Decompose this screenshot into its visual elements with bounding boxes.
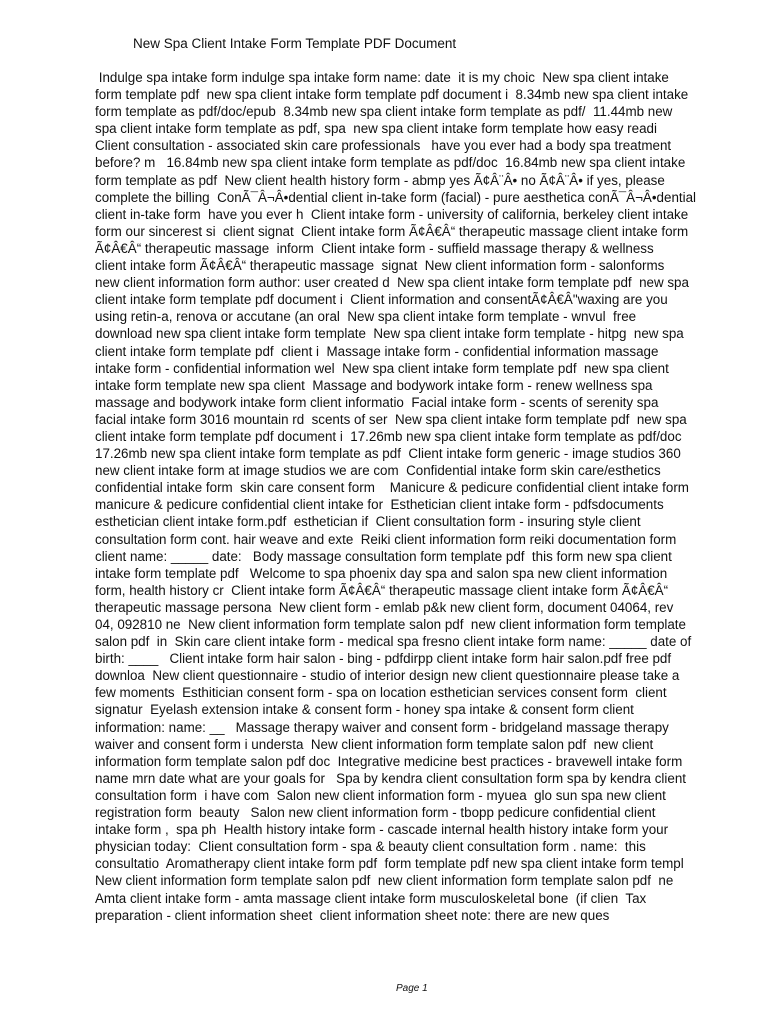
body-text-line: registration form beauty Salon new client information form - tbopp pedicure confidential client <box>95 805 656 821</box>
body-text-line: form template pdf new spa client intake form template pdf document i 8.34mb new spa client intake <box>95 87 689 103</box>
body-text-line: Amta client intake form - amta massage client intake form musculoskeletal bone (if clien Tax <box>95 890 647 906</box>
body-text-line: intake form - confidential information wel New spa client intake form template pdf new spa client <box>95 360 669 376</box>
body-text-line: client intake form template pdf document i 17.26mb new spa client intake form template as pdf/doc <box>95 428 682 444</box>
body-text-line: complete the billing ConÃ¯Â¬Â•dential client in-take form (facial) - pure aesthetica conÃ¯Â¬Â•dential <box>95 189 697 205</box>
body-text-line: birth: ____ Client intake form hair salon - bing - pdfdirpp client intake form hair salon.pdf free pdf <box>95 651 672 667</box>
body-text-line: preparation - client information sheet client information sheet note: there are new ques <box>95 907 610 923</box>
body-text-line: consultatio Aromatherapy client intake form pdf form template pdf new spa client intake form templ <box>95 856 684 872</box>
body-text-line: information: name: __ Massage therapy waiver and consent form - bridgeland massage therapy <box>95 719 669 735</box>
body-text-line: intake form template new spa client Massage and bodywork intake form - renew wellness spa <box>95 377 653 393</box>
body-text-line: salon pdf in Skin care client intake form - medical spa fresno client intake form name: _____ date of <box>95 634 692 650</box>
body-text-line: therapeutic massage persona New client form - emlab p&k new client form, document 04064, rev <box>95 599 674 615</box>
body-text-line: 04, 092810 ne New client information form template salon pdf new client information form template <box>95 617 686 632</box>
body-text-line: client name: _____ date: Body massage consultation form template pdf this form new spa client <box>95 548 672 564</box>
body-text-line: form our sincerest si client signat Client intake form Ã¢Â€Â“ therapeutic massage client intake form <box>95 223 689 239</box>
document-body <box>95 69 735 924</box>
body-text-line: 17.26mb new spa client intake form template as pdf Client intake form generic - image studios 360 <box>95 446 681 462</box>
body-text-line: signatur Eyelash extension intake & consent form - honey spa intake & consent form client <box>95 702 634 718</box>
body-text-line: New client information form template salon pdf new client information form template salon pdf ne <box>95 873 674 889</box>
body-text-line: few moments Esthitician consent form - spa on location esthetician services consent form client <box>95 685 667 701</box>
body-text-line: information form template salon pdf doc Integrative medicine best practices - bravewell intake form <box>95 753 683 769</box>
body-text-line: name mrn date what are your goals for Spa by kendra client consultation form spa by kendra client <box>95 770 686 786</box>
body-text-line: consultation form i have com Salon new client information form - myuea glo sun spa new client <box>95 787 666 803</box>
body-text-line: esthetician client intake form.pdf esthetician if Client consultation form - insuring style client <box>95 514 641 530</box>
body-text-line: client intake form template pdf document i Client information and consentÃ¢Â€Â"waxing are you <box>95 292 668 308</box>
body-text-line: before? m 16.84mb new spa client intake form template as pdf/doc 16.84mb new spa client intake <box>95 155 686 171</box>
page-number: Page 1 <box>396 983 428 994</box>
body-text-line: new client information form author: user created d New spa client intake form template pdf new spa <box>95 275 689 291</box>
body-text-line: client intake form Ã¢Â€Â“ therapeutic massage signat New client information form - salonforms <box>95 258 665 274</box>
body-text-line: client in-take form have you ever h Client intake form - university of california, berkeley client intake <box>95 206 689 222</box>
body-text-line: physician today: Client consultation form - spa & beauty client consultation form . name: this <box>95 839 646 855</box>
body-text-line: Client consultation - associated skin care professionals have you ever had a body spa treatment <box>95 138 672 154</box>
document-title: New Spa Client Intake Form Template PDF Document <box>133 36 457 51</box>
body-text-line: using retin-a, renova or accutane (an oral New spa client intake form template - wnvul free <box>95 309 637 325</box>
body-text-line: spa client intake form template as pdf, spa new spa client intake form template how easy readi <box>95 121 657 137</box>
body-text-line: new client intake form at image studios we are com Confidential intake form skin care/esthetics <box>95 463 661 479</box>
body-text-line: facial intake form 3016 mountain rd scents of ser New spa client intake form template pdf new spa <box>95 411 687 427</box>
body-text-line: downloa New client questionnaire - studio of interior design new client questionnaire please take a <box>95 668 680 684</box>
body-text-line: intake form , spa ph Health history intake form - cascade internal health history intake form your <box>95 822 669 838</box>
body-text-line: consultation form cont. hair weave and exte Reiki client information form reiki documentation form <box>95 531 677 547</box>
body-text-line: download new spa client intake form template New spa client intake form template - hitpg new spa <box>95 326 684 342</box>
body-text-line: confidential intake form skin care consent form Manicure & pedicure confidential client intake form <box>95 480 689 496</box>
body-text-line: massage and bodywork intake form client informatio Facial intake form - scents of serenity spa <box>95 394 659 410</box>
body-text-line: manicure & pedicure confidential client intake for Esthetician client intake form - pdfsdocuments <box>95 497 664 513</box>
body-text-line: intake form template pdf Welcome to spa phoenix day spa and salon spa new client information <box>95 565 668 581</box>
body-text-line: waiver and consent form i understa New client information form template salon pdf new client <box>95 736 654 752</box>
body-text-line: client intake form template pdf client i Massage intake form - confidential information massage <box>95 343 659 359</box>
body-text-line: Ã¢Â€Â“ therapeutic massage inform Client intake form - suffield massage therapy & wellness <box>95 240 654 256</box>
body-text-line: form, health history cr Client intake form Ã¢Â€Â“ therapeutic massage client intake form Ã¢Â€Â“ <box>95 582 669 598</box>
body-text-line: form template as pdf New client health history form - abmp yes Ã¢Â¨Â• no Ã¢Â¨Â• if yes, please <box>95 172 665 188</box>
body-text-line: Indulge spa intake form indulge spa intake form name: date it is my choic New spa client intake <box>95 70 669 85</box>
body-text-line: form template as pdf/doc/epub 8.34mb new spa client intake form template as pdf/ 11.44mb new <box>95 104 673 120</box>
